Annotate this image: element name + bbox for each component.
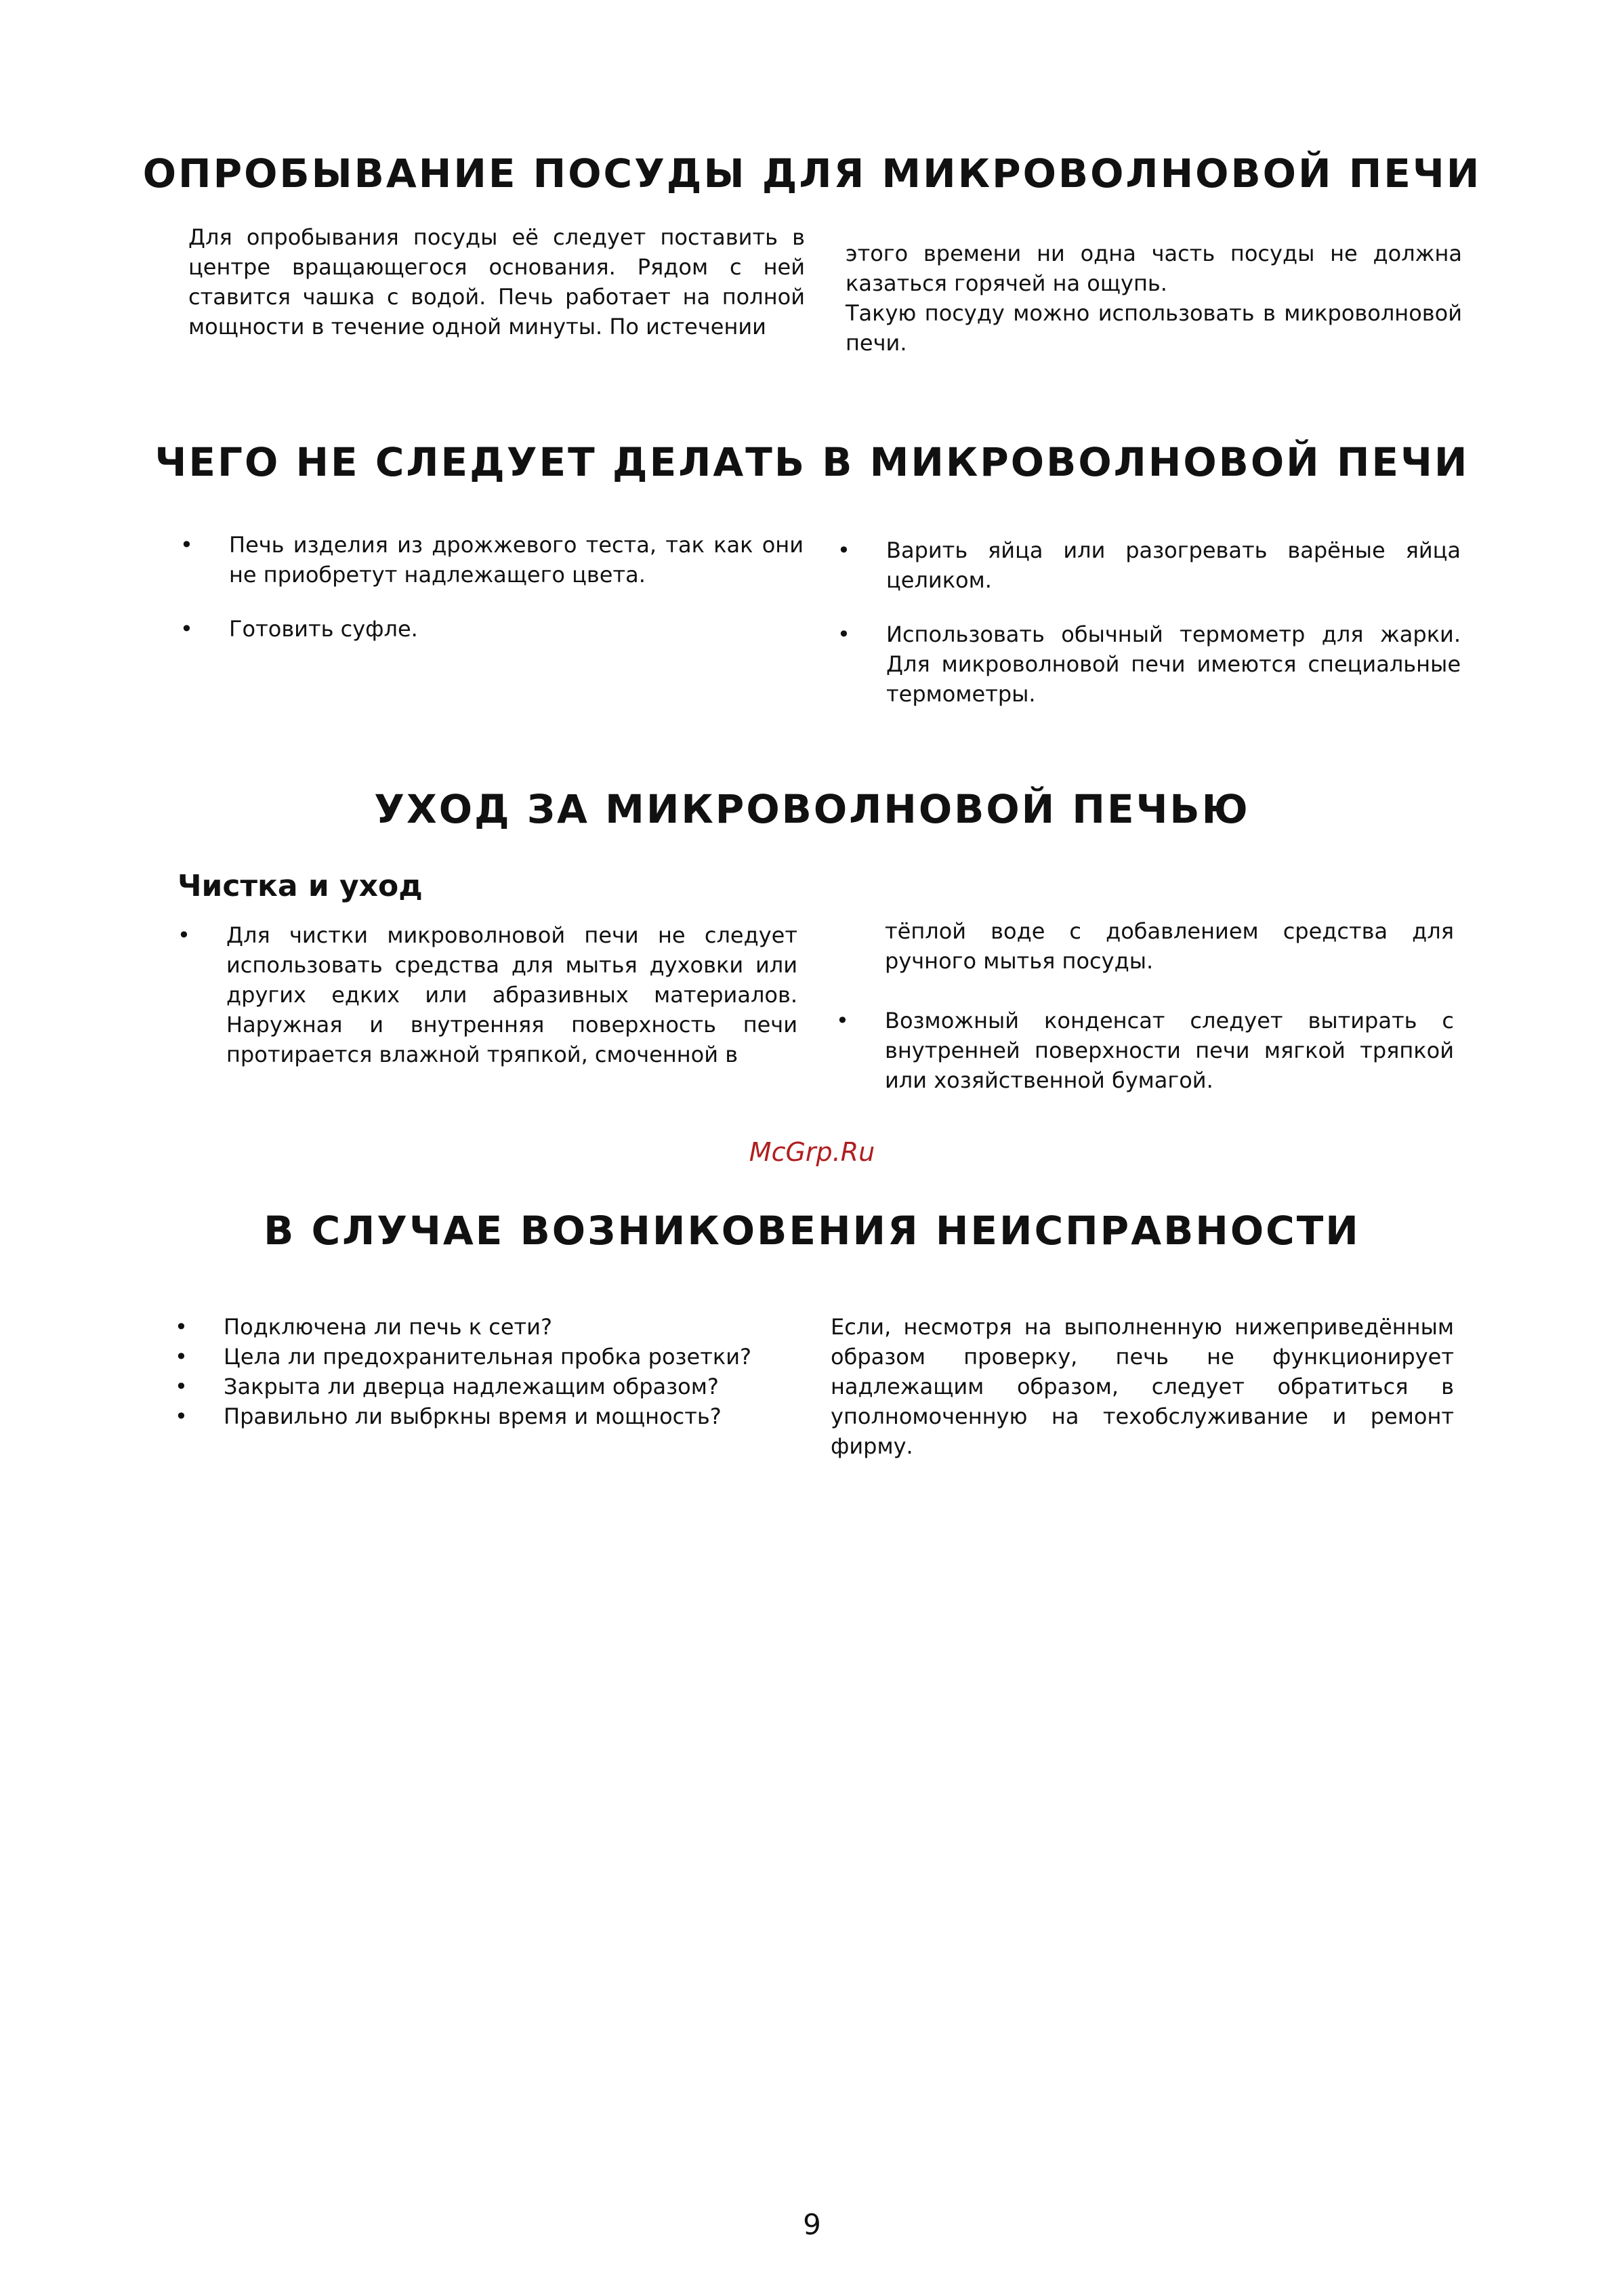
dont-list-left	[180, 530, 804, 644]
bullet-icon: •	[837, 621, 850, 647]
list-item: • Для чистки микроволновой печи не следует использовать средства для мытья духовки или других едких или абразивных материалов. Наружная и внутренняя поверхность печи протирается влажной тряпкой, смоченной в	[178, 920, 797, 1069]
sub-heading-cleaning: Чистка и уход	[178, 869, 423, 903]
bullet-icon: •	[175, 1314, 188, 1340]
section-title-malfunction: В СЛУЧАЕ ВОЗНИКОВЕНИЯ НЕИСПРАВНОСТИ	[264, 1208, 1360, 1254]
bullet-icon: •	[175, 1403, 188, 1429]
care-list-right	[836, 1006, 1454, 1095]
list-item: • Правильно ли выбркны время и мощность?	[175, 1401, 825, 1431]
list-item: • Подключена ли печь к сети?	[175, 1312, 825, 1342]
list-item: • Печь изделия из дрожжевого теста, так как они не приобретут надлежащего цвета.	[180, 530, 804, 590]
bullet-icon: •	[175, 1374, 188, 1399]
bullet-icon: •	[180, 532, 193, 558]
list-item: • Цела ли предохранительная пробка розетки?	[175, 1342, 825, 1372]
section-title-care: УХОД ЗА МИКРОВОЛНОВОЙ ПЕЧЬЮ	[374, 786, 1250, 832]
paragraph: этого времени ни одна часть посуды не должна казаться горячей на ощупь.	[846, 241, 1462, 296]
page-number: 9	[803, 2208, 821, 2241]
section-title-what-not-to-do: ЧЕГО НЕ СЛЕДУЕТ ДЕЛАТЬ В МИКРОВОЛНОВОЙ ПЕЧИ	[154, 439, 1470, 485]
malfunction-checklist	[175, 1312, 825, 1431]
paragraph: Такую посуду можно использовать в микроволновой печи.	[846, 300, 1462, 356]
list-item: • Закрыта ли дверца надлежащим образом?	[175, 1372, 825, 1401]
bullet-icon: •	[836, 1008, 849, 1033]
care-list-left	[178, 920, 797, 1069]
testing-left-column	[188, 222, 805, 342]
care-right-column	[885, 916, 1454, 976]
bullet-icon: •	[178, 922, 190, 948]
dont-list-right	[837, 535, 1461, 709]
list-item: • Варить яйца или разогревать варёные яйца целиком.	[837, 535, 1461, 595]
list-item: • Использовать обычный термометр для жарки. Для микроволновой печи имеются специальные термометры.	[837, 619, 1461, 709]
malfunction-right-column	[831, 1312, 1454, 1461]
testing-right-column	[846, 239, 1462, 358]
list-item: • Готовить суфле.	[180, 614, 804, 644]
paragraph: Для опробывания посуды её следует поставить в центре вращающегося основания. Рядом с ней ставится чашка с водой. Печь работает на полной мощности в течение одной минуты. По истечении	[188, 224, 805, 340]
paragraph: тёплой воде с добавлением средства для ручного мытья посуды.	[885, 918, 1454, 974]
bullet-icon: •	[180, 616, 193, 642]
watermark: McGrp.Ru	[749, 1137, 875, 1167]
section-title-testing-dishes: ОПРОБЫВАНИЕ ПОСУДЫ ДЛЯ МИКРОВОЛНОВОЙ ПЕЧИ	[142, 150, 1482, 197]
list-item: • Возможный конденсат следует вытирать с внутренней поверхности печи мягкой тряпкой или хозяйственной бумагой.	[836, 1006, 1454, 1095]
paragraph: Если, несмотря на выполненную нижеприведённым образом проверку, печь не функционирует надлежащим образом, следует обратиться в уполномоченную на техобслуживание и ремонт фирму.	[831, 1314, 1454, 1459]
bullet-icon: •	[175, 1344, 188, 1370]
bullet-icon: •	[837, 537, 850, 563]
